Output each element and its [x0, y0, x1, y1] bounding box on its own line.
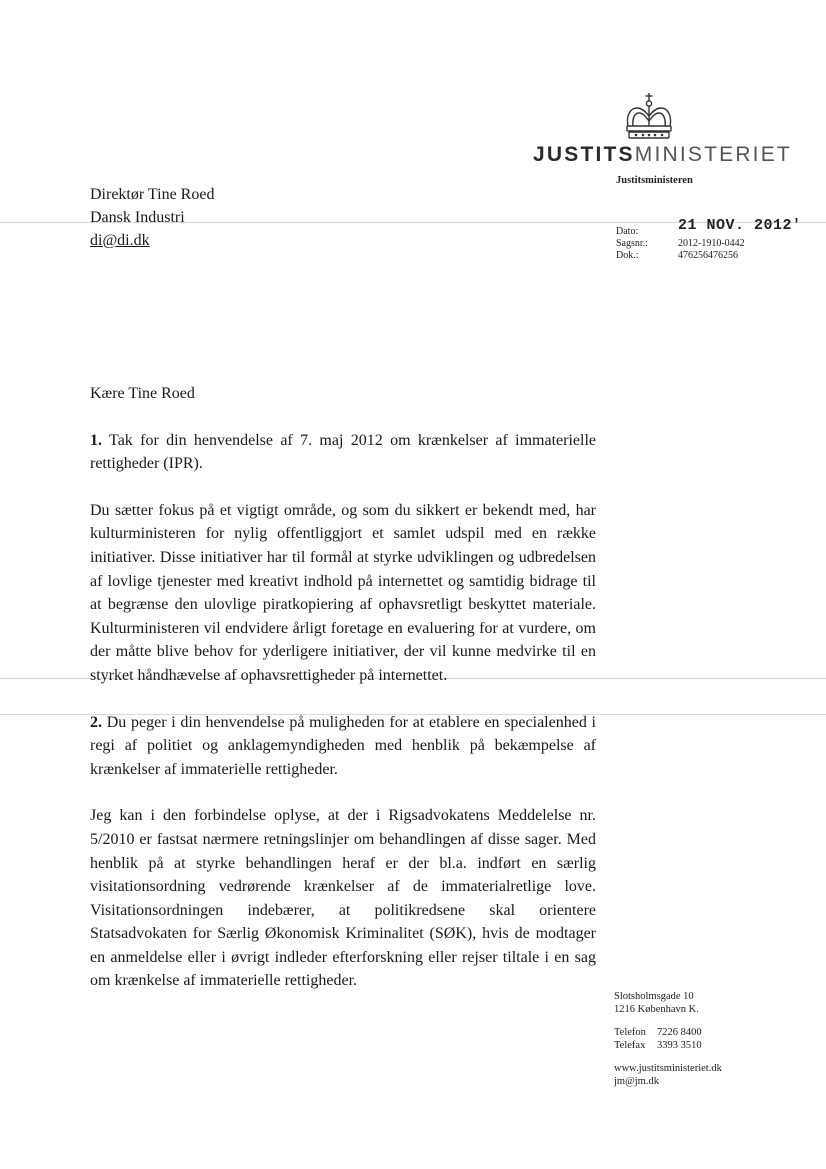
address-street: Slotsholmsgade 10: [614, 991, 694, 1002]
paragraph-text: Du peger i din henvendelse på muligheden for at etablere en specialenhed i regi af politiet og anklagemyndigheden med henblik på bekæmpelse af krænkelser af immaterielle rettigheder.: [90, 713, 596, 778]
phone-number: 7226 8400: [657, 1027, 702, 1038]
ministry-name-light: MINISTERIET: [634, 143, 792, 166]
recipient-block: [90, 183, 214, 252]
website-link[interactable]: www.justitsministeriet.dk: [614, 1063, 722, 1074]
ministry-name-bold: JUSTITS: [533, 143, 635, 166]
recipient-email: di@di.dk: [90, 232, 150, 249]
meta-case-row: [616, 238, 802, 250]
meta-date-row: [616, 217, 802, 238]
ministry-address-block: [614, 990, 722, 1088]
letter-body: [90, 382, 596, 1016]
salutation: Kære Tine Roed: [90, 385, 195, 402]
email-link[interactable]: jm@jm.dk: [614, 1076, 659, 1087]
letter-meta: [616, 217, 802, 262]
ministry-name: [533, 143, 792, 167]
paragraph-text: Tak for din henvendelse af 7. maj 2012 om krænkelser af immaterielle rettigheder (IPR).: [90, 431, 596, 473]
phone-label: Telefon: [614, 1027, 646, 1038]
date-stamp: 21 NOV. 2012': [678, 217, 802, 234]
paragraph-number: 2.: [90, 713, 102, 731]
meta-doc-row: [616, 250, 802, 262]
case-number: 2012-1910-0442: [678, 238, 745, 249]
recipient-name: Direktør Tine Roed: [90, 186, 215, 203]
paragraph-number: 1.: [90, 431, 102, 449]
phone-row: [614, 1026, 722, 1039]
doc-label: Dok.:: [616, 250, 639, 261]
crown-icon: [620, 92, 678, 142]
paragraph-3: [90, 711, 596, 782]
fax-row: [614, 1039, 722, 1052]
date-label: Dato:: [616, 226, 639, 237]
doc-number: 476256476256: [678, 250, 738, 261]
fax-number: 3393 3510: [657, 1040, 702, 1051]
paragraph-1: [90, 429, 596, 476]
case-label: Sagsnr.:: [616, 238, 648, 249]
fax-label: Telefax: [614, 1040, 646, 1051]
recipient-organization: Dansk Industri: [90, 209, 185, 226]
paragraph-2: Du sætter fokus på et vigtigt område, og som du sikkert er bekendt med, har kulturministeren for nylig offentliggjort et samlet udspil med en række initiativer. Disse initiativer har til formål at styrke udviklingen og udbredelsen af lovlige tjenester med kreativt indhold på internettet og samtidig bidrage til at begrænse den ulovlige piratkopiering af ophavsretligt beskyttet materiale. Kulturministeren vil endvidere årligt foretage en evaluering for at vurdere, om der måtte blive behov for yderligere initiativer, der vil kunne medvirke til en styrket håndhævelse af ophavsrettigheder på internettet.: [90, 501, 596, 684]
sender-unit: Justitsministeren: [616, 175, 693, 186]
paragraph-4: Jeg kan i den forbindelse oplyse, at der i Rigsadvokatens Meddelelse nr. 5/2010 er fastsat nærmere retningslinjer om behandlingen af disse sager. Med henblik på at styrke behandlingen heraf er der bl.a. indført en særlig visitationsordning vedrørende krænkelser af de immaterialretlige love. Visitationsordningen indebærer, at politikredsene skal orientere Statsadvokaten for Særlig Økonomisk Kriminalitet (SØK), hvis de modtager en anmeldelse eller i øvrigt indleder efterforskning eller rejser tiltale i en sag om krænkelse af immaterielle rettigheder.: [90, 807, 596, 990]
address-city: 1216 København K.: [614, 1004, 699, 1015]
